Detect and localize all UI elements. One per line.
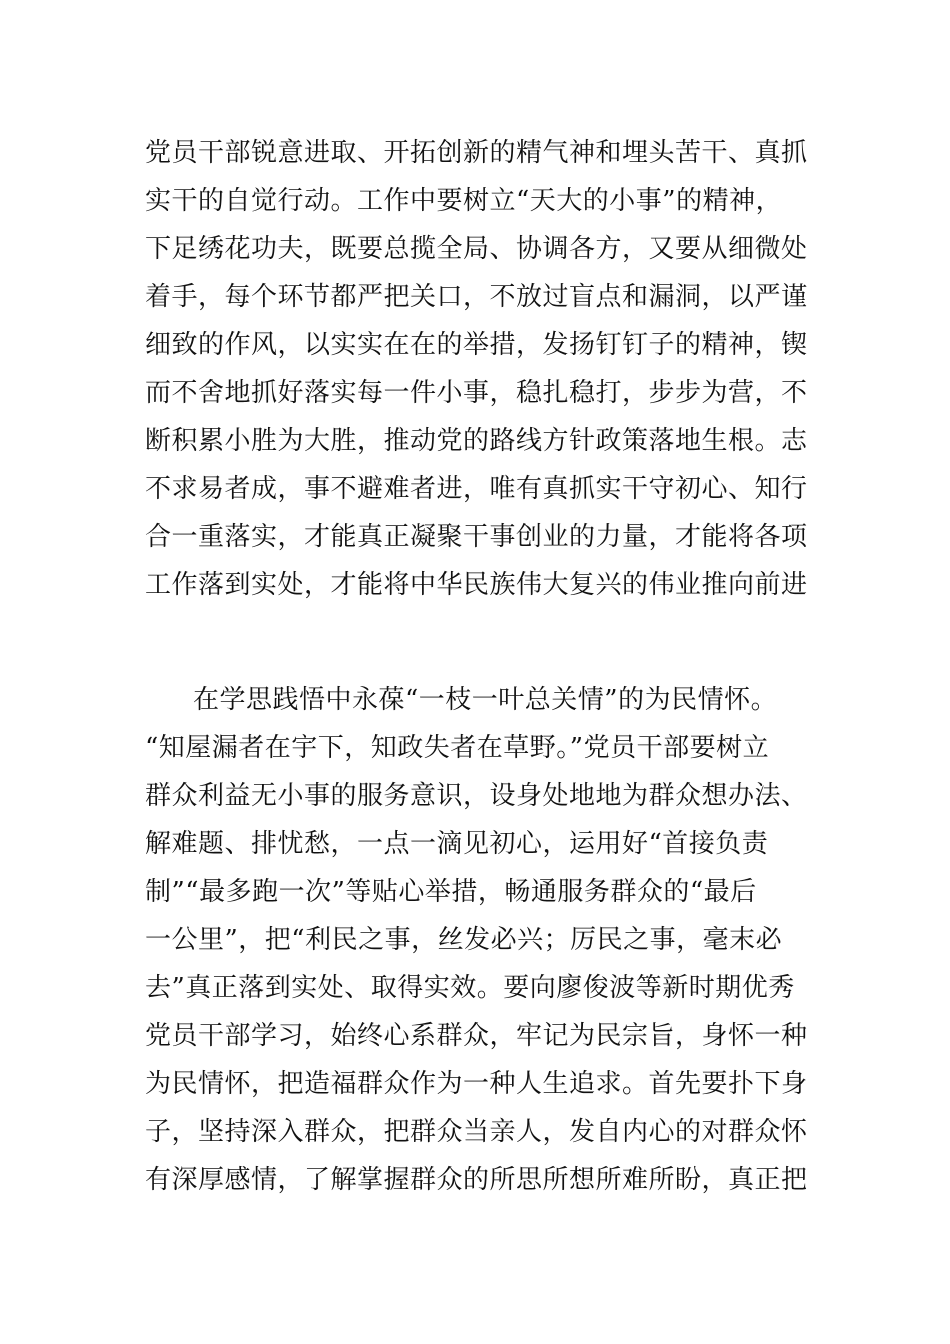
paragraph-line: 工作落到实处，才能将中华民族伟大复兴的伟业推向前进: [145, 570, 808, 600]
paragraph-line: 不求易者成，事不避难者进，唯有真抓实干守初心、知行: [145, 474, 808, 504]
paragraph-line: 党员干部锐意进取、开拓创新的精气神和埋头苦干、真抓: [145, 138, 808, 168]
paragraph-line: 制”“最多跑一次”等贴心举措，畅通服务群众的“最后: [145, 877, 757, 907]
paragraph-line: 子，坚持深入群众，把群众当亲人，发自内心的对群众怀: [145, 1117, 808, 1147]
paragraph-line: 解难题、排忧愁，一点一滴见初心，运用好“首接负责: [145, 829, 769, 859]
paragraph-line: 有深厚感情，了解掌握群众的所思所想所难所盼，真正把: [145, 1165, 808, 1195]
paragraph-line: 细致的作风，以实实在在的举措，发扬钉钉子的精神，锲: [145, 330, 808, 360]
paragraph-line: “知屋漏者在宇下，知政失者在草野。”党员干部要树立: [145, 733, 770, 763]
paragraph-line: 一公里”，把“利民之事，丝发必兴；厉民之事，毫末必: [145, 925, 783, 955]
paragraph-line: 党员干部学习，始终心系群众，牢记为民宗旨，身怀一种: [145, 1021, 808, 1051]
paragraph-line: 为民情怀，把造福群众作为一种人生追求。首先要扑下身: [145, 1069, 808, 1099]
paragraph-line: 实干的自觉行动。工作中要树立“天大的小事”的精神，: [145, 186, 783, 216]
paragraph-line: 去”真正落到实处、取得实效。要向廖俊波等新时期优秀: [145, 973, 795, 1003]
paragraph-line: 下足绣花功夫，既要总揽全局、协调各方，又要从细微处: [145, 234, 808, 264]
paragraph-line: 合一重落实，才能真正凝聚干事创业的力量，才能将各项: [145, 522, 808, 552]
paragraph-line: 而不舍地抓好落实每一件小事，稳扎稳打，步步为营，不: [145, 378, 808, 408]
paragraph-line: 在学思践悟中永葆“一枝一叶总关情”的为民情怀。: [193, 685, 778, 715]
paragraph-line: 着手，每个环节都严把关口，不放过盲点和漏洞，以严谨: [145, 282, 808, 312]
paragraph-line: 断积累小胜为大胜，推动党的路线方针政策落地生根。志: [145, 426, 808, 456]
paragraph-line: 群众利益无小事的服务意识，设身处地地为群众想办法、: [145, 781, 808, 811]
